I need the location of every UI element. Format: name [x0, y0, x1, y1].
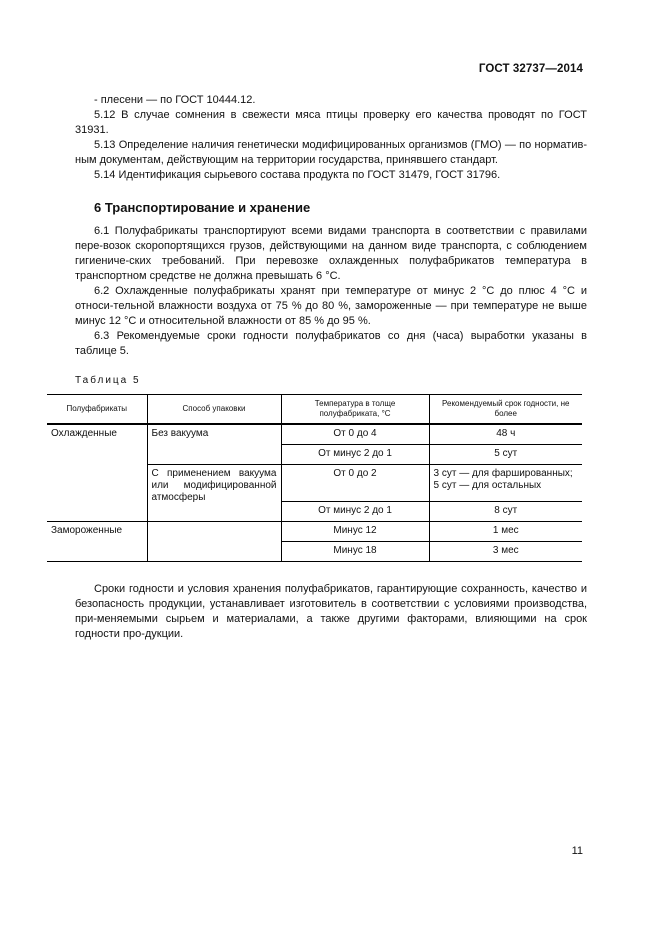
- temperature-cell: От 0 до 2: [281, 465, 429, 502]
- table-header-product: Полуфабрикаты: [47, 395, 147, 425]
- shelf-life-cell: 48 ч: [429, 424, 582, 445]
- temperature-cell: От минус 2 до 1: [281, 502, 429, 522]
- page-content: [51, 93, 587, 642]
- shelf-life-cell: 8 сут: [429, 502, 582, 522]
- intro-line: 5.14 Идентификация сырьевого состава продукта по ГОСТ 31479, ГОСТ 31796.: [94, 169, 501, 181]
- table-row: [47, 424, 582, 445]
- product-cell: Охлажденные: [47, 424, 147, 522]
- table-header-packaging: Способ упаковки: [147, 395, 281, 425]
- document-header: ГОСТ 32737—2014: [478, 63, 583, 75]
- table-header-shelf-life: Рекомендуемый срок годности, не более: [429, 395, 582, 425]
- storage-table: [47, 394, 582, 562]
- packaging-cell: С применением вакуума или модифицированной атмосферы: [147, 465, 281, 522]
- product-cell: Замороженные: [47, 522, 147, 562]
- intro-line: 5.13 Определение наличия генетически модифицированных организмов (ГМО) — по норматив-ным документам, действующим на территории государства, принявшего стандарт.: [75, 139, 587, 166]
- packaging-cell: [147, 522, 281, 562]
- temperature-cell: Минус 18: [281, 542, 429, 562]
- intro-line: - плесени — по ГОСТ 10444.12.: [94, 94, 256, 106]
- section-paragraph: 6.1 Полуфабрикаты транспортируют всеми видами транспорта в соответствии с правилами пере-возок скоропортящихся грузов, действующими на данном виде транспорта, с соблюдением гигиениче-ских требований. При перевозке охлажденных полуфабрикатов температура в транспортном средстве не должна превышать 6 °С.: [75, 225, 587, 282]
- table-row: [47, 522, 582, 542]
- section-paragraph: 6.3 Рекомендуемые сроки годности полуфабрикатов со дня (часа) выработки указаны в таблице 5.: [75, 330, 587, 357]
- intro-line: 5.12 В случае сомнения в свежести мяса птицы проверку его качества проводят по ГОСТ 31931.: [75, 109, 587, 136]
- closing-paragraph: Сроки годности и условия хранения полуфабрикатов, гарантирующие сохранность, качество и безопасность продукции, устанавливает изготовитель в соответствии с условиями производства, при-меняемыми сырьем и материалами, а также другими факторами, влияющими на срок годности про-дукции.: [75, 583, 587, 640]
- shelf-life-cell: 3 сут — для фаршированных; 5 сут — для остальных: [429, 465, 582, 502]
- shelf-life-cell: 5 сут: [429, 445, 582, 465]
- shelf-life-cell: 1 мес: [429, 522, 582, 542]
- shelf-life-cell: 3 мес: [429, 542, 582, 562]
- section-paragraph: 6.2 Охлажденные полуфабрикаты хранят при температуре от минус 2 °С до плюс 4 °С и относи-тельной влажности воздуха от 75 % до 80 %, замороженные — при температуре не выше минус 12 °С и относительной влажности от 85 % до 95 %.: [75, 285, 587, 327]
- packaging-cell: Без вакуума: [147, 424, 281, 465]
- section-title: 6 Транспортирование и хранение: [94, 200, 311, 215]
- table-header-temperature: Температура в толще полуфабриката, °С: [281, 395, 429, 425]
- temperature-cell: От минус 2 до 1: [281, 445, 429, 465]
- table-caption: Таблица 5: [75, 375, 141, 386]
- temperature-cell: Минус 12: [281, 522, 429, 542]
- temperature-cell: От 0 до 4: [281, 424, 429, 445]
- page-number: 11: [571, 845, 583, 857]
